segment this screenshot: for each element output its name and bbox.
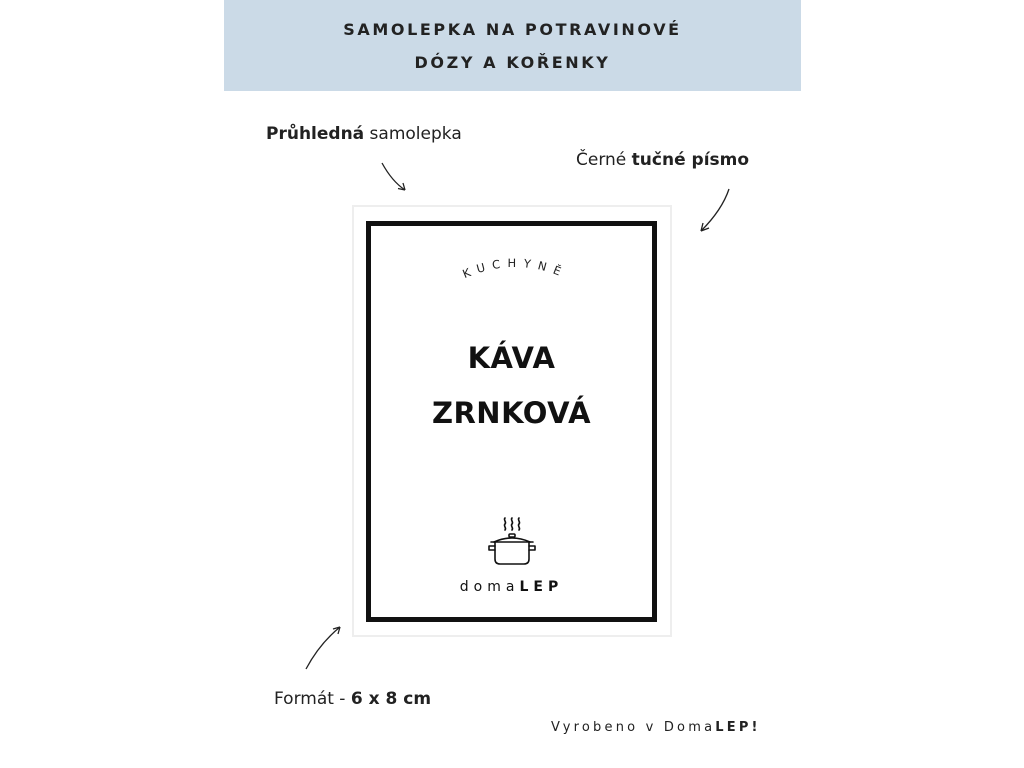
arrow-down-left-icon [694, 186, 734, 236]
header-banner [224, 0, 801, 91]
sticker-brand [366, 579, 657, 595]
arc-text: KUCHYNĚ [460, 255, 570, 282]
note-font [576, 150, 749, 170]
sticker-brand-plain: doma [459, 579, 520, 595]
cooking-pot-icon [486, 515, 538, 569]
sticker-title-line-1: KÁVA [467, 341, 556, 375]
footer-plain: Vyrobeno v Doma [551, 720, 716, 735]
note-format-bold: 6 x 8 cm [350, 689, 432, 709]
banner-line-2: DÓZY A KOŘENKY [414, 52, 611, 72]
note-format-plain: Formát - [274, 689, 351, 709]
sticker-title-line-2: ZRNKOVÁ [431, 396, 592, 430]
footer-credit [551, 720, 761, 735]
banner-line-1: SAMOLEPKA NA POTRAVINOVÉ [343, 19, 682, 39]
note-transparent-rest: samolepka [364, 124, 462, 144]
note-format [274, 689, 431, 709]
note-transparent-bold: Průhledná [266, 124, 365, 144]
note-transparent [266, 124, 462, 144]
note-font-plain: Černé [576, 150, 632, 170]
svg-text:KUCHYNĚ [460, 256, 569, 281]
footer-bold: LEP! [715, 720, 761, 735]
sticker-brand-bold: LEP [519, 579, 564, 595]
sticker-arc-label [430, 252, 600, 302]
arrow-down-right-icon [378, 160, 412, 196]
arrow-up-right-icon [302, 622, 346, 672]
note-font-bold: tučné písmo [631, 150, 750, 170]
